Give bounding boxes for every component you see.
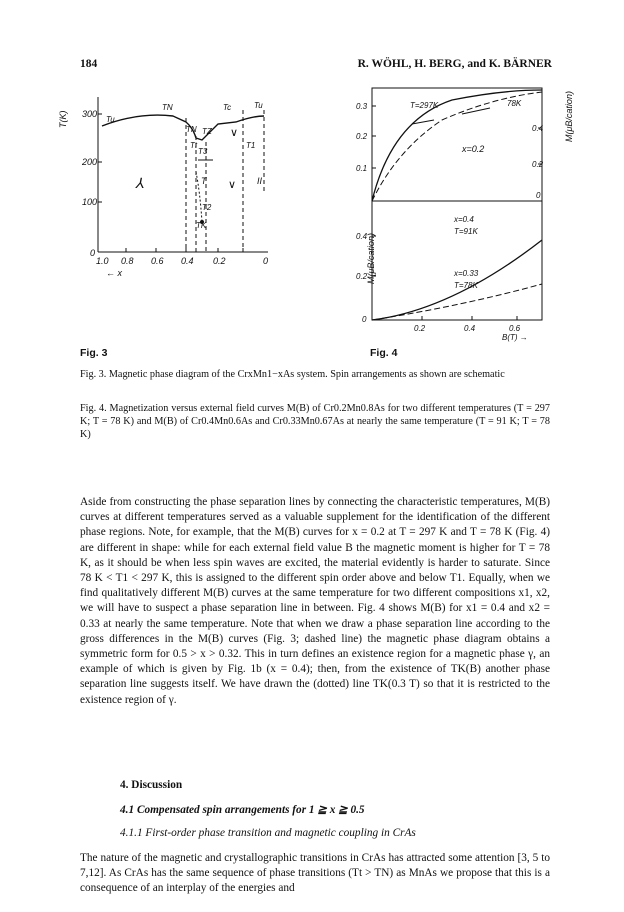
fig3-curve-label: T3 xyxy=(198,147,208,156)
fig4-y-axis-label-right: M(μB/cation) xyxy=(564,91,574,142)
fig4-y-axis-label: M(μB/cation) xyxy=(366,233,376,284)
fig3-x-tick: 0.2 xyxy=(213,256,226,266)
fig4-x-axis-label: B(T) → xyxy=(502,333,528,342)
fig4-y-tick: 0.4 xyxy=(356,232,368,241)
fig3-curve-label: TN xyxy=(186,125,197,134)
fig4-y-tick-right: 0.4 xyxy=(532,124,544,133)
fig3-x-tick: 0.6 xyxy=(151,256,164,266)
fig3-curve-label: T1 xyxy=(246,141,256,150)
figure-3-plot xyxy=(58,92,283,292)
figure-4-caption: Fig. 4. Magnetization versus external field curves M(B) of Cr0.2Mn0.8As for two different temperatures (T = 297 K; T = 78 K) and M(B) of Cr0.4Mn0.6As and Cr0.33Mn0.67As at nearly the same temperature (T = 91 K; T = 78 K) xyxy=(80,403,550,440)
fig3-x-tick: 0.4 xyxy=(181,256,194,266)
fig3-y-tick: 100 xyxy=(82,197,98,207)
fig3-y-axis-label: T(K) xyxy=(58,110,68,128)
fig3-curve-label: Tc xyxy=(223,103,232,112)
fig3-x-tick: 1.0 xyxy=(96,256,109,266)
fig3-y-tick: 300 xyxy=(82,109,98,119)
figure-4-label: Fig. 4 xyxy=(370,347,398,359)
body-paragraph: Aside from constructing the phase separation lines by connecting the characteristic temperatures, M(B) curves at different temperatures served as a valuable supplement for the identification of the different phase regions. Note, for example, that the M(B) curves for x = 0.2 at T = 297 K and T = 78 K (Fig. 4) are different in shape: while for each external field value B the magnetic moment is higher for T = 78 K, as it should be when less spin waves are excited, the material evidently is harder to saturate. Since 78 K < T1 < 297 K, this is assigned to the different spin order above and below T1. Equally, when we find qualitatively different M(B) curves at the same temperature for two different compositions x1, x2, we will have to suspect a phase separation line in between. Fig. 4 shows M(B) for x1 = 0.4 and x2 = 0.33 at nearly the same temperature. Note that when we draw a phase separation line according to the gross differences in the M(B) curves (Fig. 3; dashed line) the magnetic phase diagram obtains a symmetric form for 0.5 > x > 0.32. This in turn defines an existence region for a magnetic phase γ, an example of which is given by Fig. 1b (x = 0.4); then, from the existence of TK(B) another phase separation line suggests itself. We have drawn the (dotted) line TK(0.3 T) so that it is restricted to the existence region of γ. xyxy=(80,496,550,706)
fig3-x-tick: 0.8 xyxy=(121,256,134,266)
fig4-annotation: T=297K xyxy=(410,101,439,110)
fig3-y-tick: 200 xyxy=(82,157,98,167)
fig3-curve-label: TN xyxy=(162,103,173,112)
fig3-region-mark: T xyxy=(201,176,207,186)
fig4-x-tick: 0.4 xyxy=(464,324,476,333)
fig3-curve-label: TZ xyxy=(202,127,212,136)
fig3-region-mark: ⅄ xyxy=(136,175,145,191)
fig4-annotation: x=0.33 xyxy=(454,269,479,278)
running-head: R. WÖHL, H. BERG, and K. BÄRNER xyxy=(357,58,552,70)
fig4-annotation: 78K xyxy=(507,99,522,108)
fig4-y-tick: 0.2 xyxy=(356,132,368,141)
fig3-x-axis-label: ← x xyxy=(106,268,123,278)
fig3-region-mark: II xyxy=(257,176,263,186)
subsubsection-heading: 4.1.1 First-order phase transition and magnetic coupling in CrAs xyxy=(120,827,416,839)
figure-3-label: Fig. 3 xyxy=(80,347,108,359)
subsection-heading: 4.1 Compensated spin arrangements for 1 ≧ x ≧ 0.5 xyxy=(120,804,365,816)
fig4-y-tick: 0.2 xyxy=(356,272,368,281)
figure-3-caption: Fig. 3. Magnetic phase diagram of the CrxMn1−xAs system. Spin arrangements as shown are schematic xyxy=(80,369,505,380)
fig4-y-tick-right: 0.2 xyxy=(532,160,544,169)
fig3-region-mark: ∨ xyxy=(228,179,237,191)
fig4-annotation: x=0.4 xyxy=(454,215,474,224)
figure-3 xyxy=(58,92,283,292)
fig3-curve-label: Tu xyxy=(106,115,115,124)
fig3-curve-label: T2 xyxy=(202,203,212,212)
fig3-curve-label: TK xyxy=(196,221,207,230)
figure-4-plot xyxy=(342,80,574,342)
figure-4 xyxy=(342,80,574,342)
discussion-paragraph: The nature of the magnetic and crystallographic transitions in CrAs has attracted some attention [3, 5 to 7,12]. As CrAs has the same sequence of phase transitions (Tt > TN) as MnAs we propose that this is a consequence of an interplay of the energies and xyxy=(80,852,550,895)
section-heading: 4. Discussion xyxy=(120,779,183,791)
fig3-region-mark: ∨ xyxy=(230,127,239,139)
fig4-annotation: T=91K xyxy=(454,227,478,236)
fig4-y-tick: 0.3 xyxy=(356,102,368,111)
fig4-annotation: x=0.2 xyxy=(462,144,485,154)
page-number: 184 xyxy=(80,58,98,70)
fig4-y-tick: 0.1 xyxy=(356,164,368,173)
fig3-curve-label: Tu xyxy=(254,101,263,110)
fig3-curve-label: Tt xyxy=(190,141,198,150)
fig3-x-tick: 0 xyxy=(263,256,269,266)
fig3-y-tick: 0 xyxy=(90,248,96,258)
fig4-y-tick: 0 xyxy=(362,315,367,324)
fig4-x-tick: 0.2 xyxy=(414,324,426,333)
fig4-annotation: T=78K xyxy=(454,281,478,290)
fig4-x-tick: 0.6 xyxy=(509,324,521,333)
fig4-y-tick-right: 0 xyxy=(536,191,541,200)
